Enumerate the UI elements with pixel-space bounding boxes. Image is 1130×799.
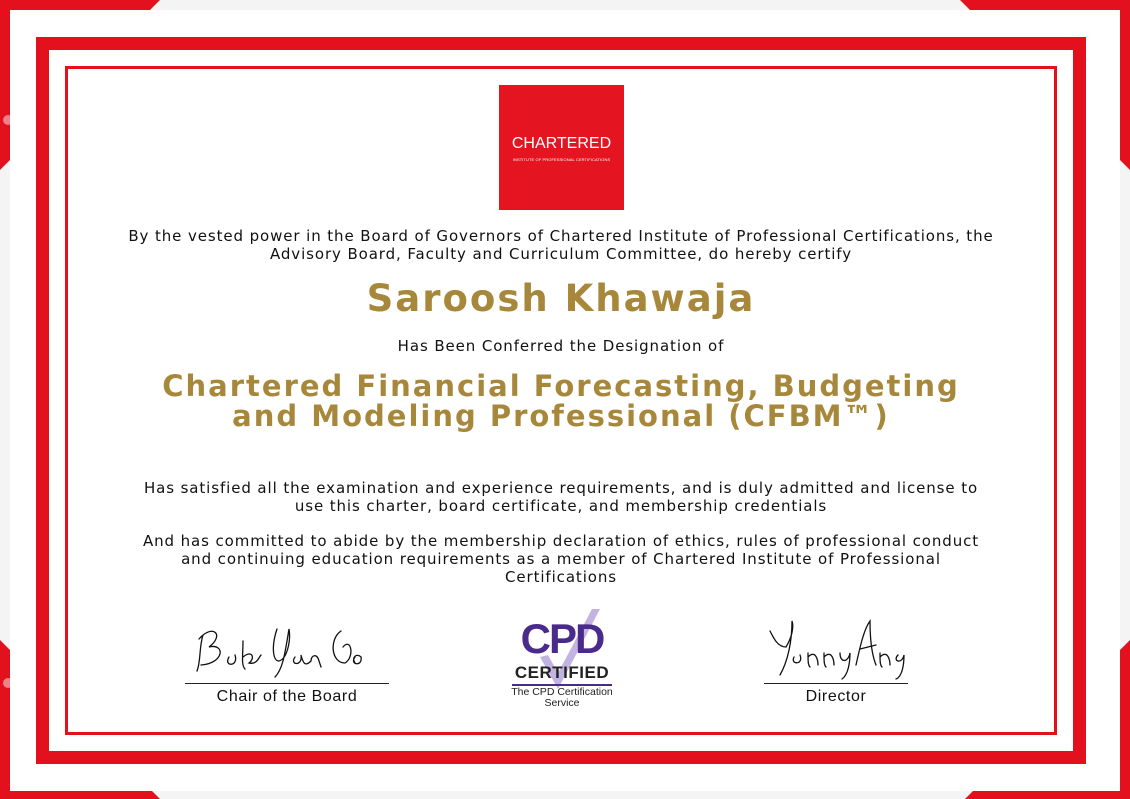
cpd-service-text: The CPD Certification Service (511, 686, 613, 709)
logo-wordmark: CHARTERED (511, 135, 612, 152)
chair-signature (185, 617, 389, 683)
requirements-statement: Has satisfied all the examination and experience requirements, and is duly admitted and license to use this charter, board certificate, and membership credentials (143, 479, 979, 515)
intro-statement: By the vested power in the Board of Governors of Chartered Institute of Professional Certifications, the Advisory Board, Faculty and Curriculum Committee, do hereby certify (128, 227, 994, 263)
chair-title: Chair of the Board (216, 688, 358, 705)
director-signature (764, 617, 908, 683)
cpd-certified-text: CERTIFIED (514, 663, 610, 682)
certificate-content (68, 69, 1054, 732)
designation-title: Chartered Financial Forecasting, Budgeting and Modeling Professional (CFBM™) (162, 369, 960, 433)
chartered-logo (499, 85, 624, 210)
chair-signature-block (185, 617, 389, 712)
cpd-certified-badge (500, 607, 624, 713)
chair-signature-line (185, 683, 389, 684)
director-signature-line (764, 683, 908, 684)
conferred-line: Has Been Conferred the Designation of (397, 337, 725, 355)
ethics-statement: And has committed to abide by the membership declaration of ethics, rules of professional conduct and continuing education requirements as a member of Chartered Institute of Professional Certifications (142, 532, 980, 586)
director-signature-block (764, 617, 908, 712)
director-title: Director (805, 688, 867, 705)
logo-subline: INSTITUTE OF PROFESSIONAL CERTIFICATIONS (512, 157, 611, 162)
cpd-mark: CPD (520, 615, 604, 662)
recipient-name: Saroosh Khawaja (366, 277, 756, 320)
